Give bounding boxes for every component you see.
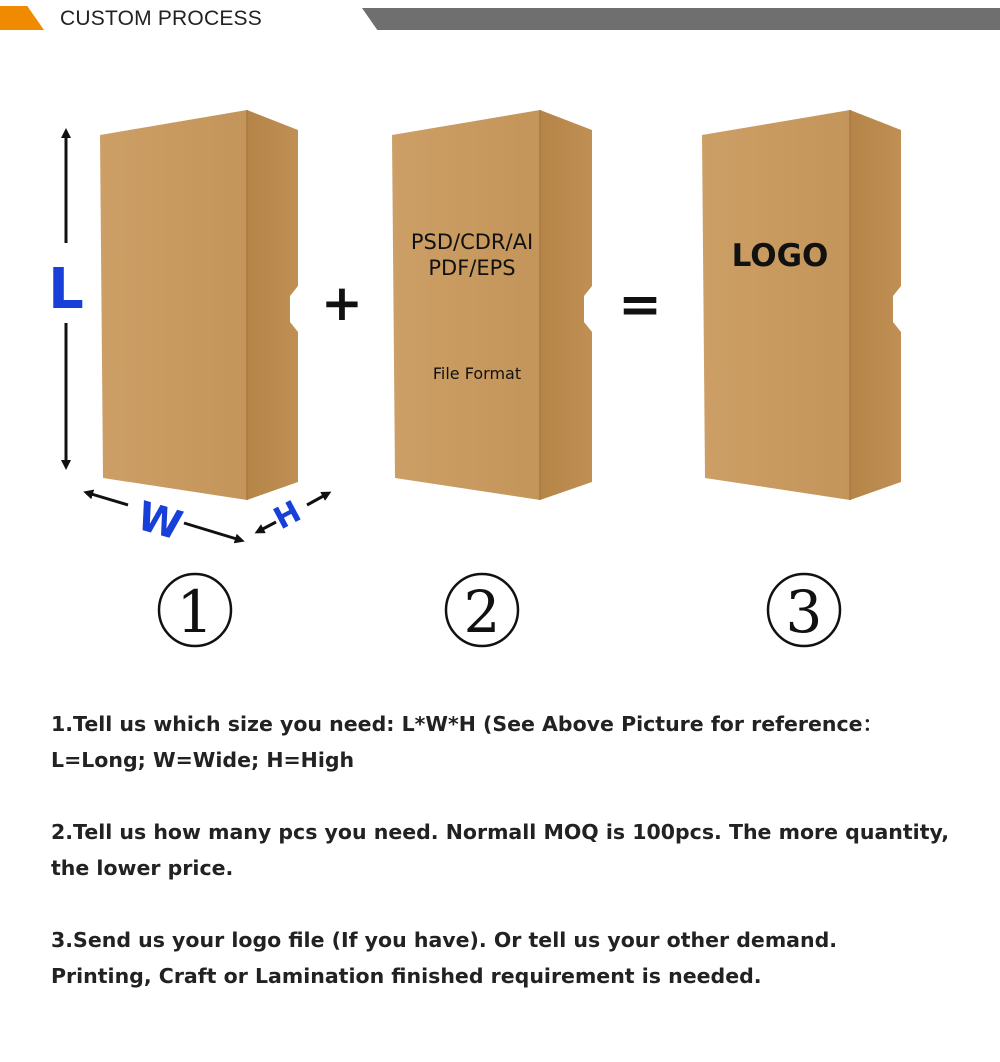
plus-sign: + <box>321 274 363 332</box>
svg-text:3: 3 <box>785 578 823 646</box>
step-2-text <box>51 814 971 886</box>
step-number-3-icon <box>768 574 840 646</box>
kraft-box-icon <box>702 110 901 500</box>
file-format-caption: File Format <box>432 364 522 383</box>
step-number-1-icon <box>159 574 231 646</box>
step-2-line-1: 2.Tell us how many pcs you need. Normall MOQ is 100pcs. The more quantity, <box>51 820 950 844</box>
file-format-list-line1: PSD/CDR/AI <box>410 230 534 254</box>
step-1-line-1: 1.Tell us which size you need: L*W*H (See Above Picture for reference： <box>51 712 884 736</box>
svg-text:1: 1 <box>176 578 214 646</box>
step-1-text <box>51 706 971 778</box>
width-label: W <box>132 493 188 550</box>
section-header <box>0 0 1000 40</box>
kraft-box-icon <box>100 110 298 500</box>
step-3-line-1: 3.Send us your logo file (If you have). Or tell us your other demand. <box>51 928 838 952</box>
step-1-line-2: L=Long; W=Wide; H=High <box>51 748 355 772</box>
custom-process-illustration <box>0 90 1000 670</box>
step-3-line-2: Printing, Craft or Lamination finished requirement is needed. <box>51 964 762 988</box>
file-format-list-line2: PDF/EPS <box>428 256 516 280</box>
svg-text:2: 2 <box>463 578 501 646</box>
height-label: H <box>268 494 307 537</box>
step-2-line-2: the lower price. <box>51 856 234 880</box>
section-title: CUSTOM PROCESS <box>60 7 262 30</box>
length-label: L <box>48 257 84 322</box>
header-accent-tab <box>0 6 44 30</box>
step-3-text <box>51 922 971 994</box>
logo-text: LOGO <box>731 238 829 274</box>
kraft-box-icon <box>392 110 592 500</box>
header-divider-bar <box>362 8 1000 30</box>
step-number-2-icon <box>446 574 518 646</box>
process-steps <box>51 706 971 1030</box>
equals-sign: = <box>618 275 662 335</box>
